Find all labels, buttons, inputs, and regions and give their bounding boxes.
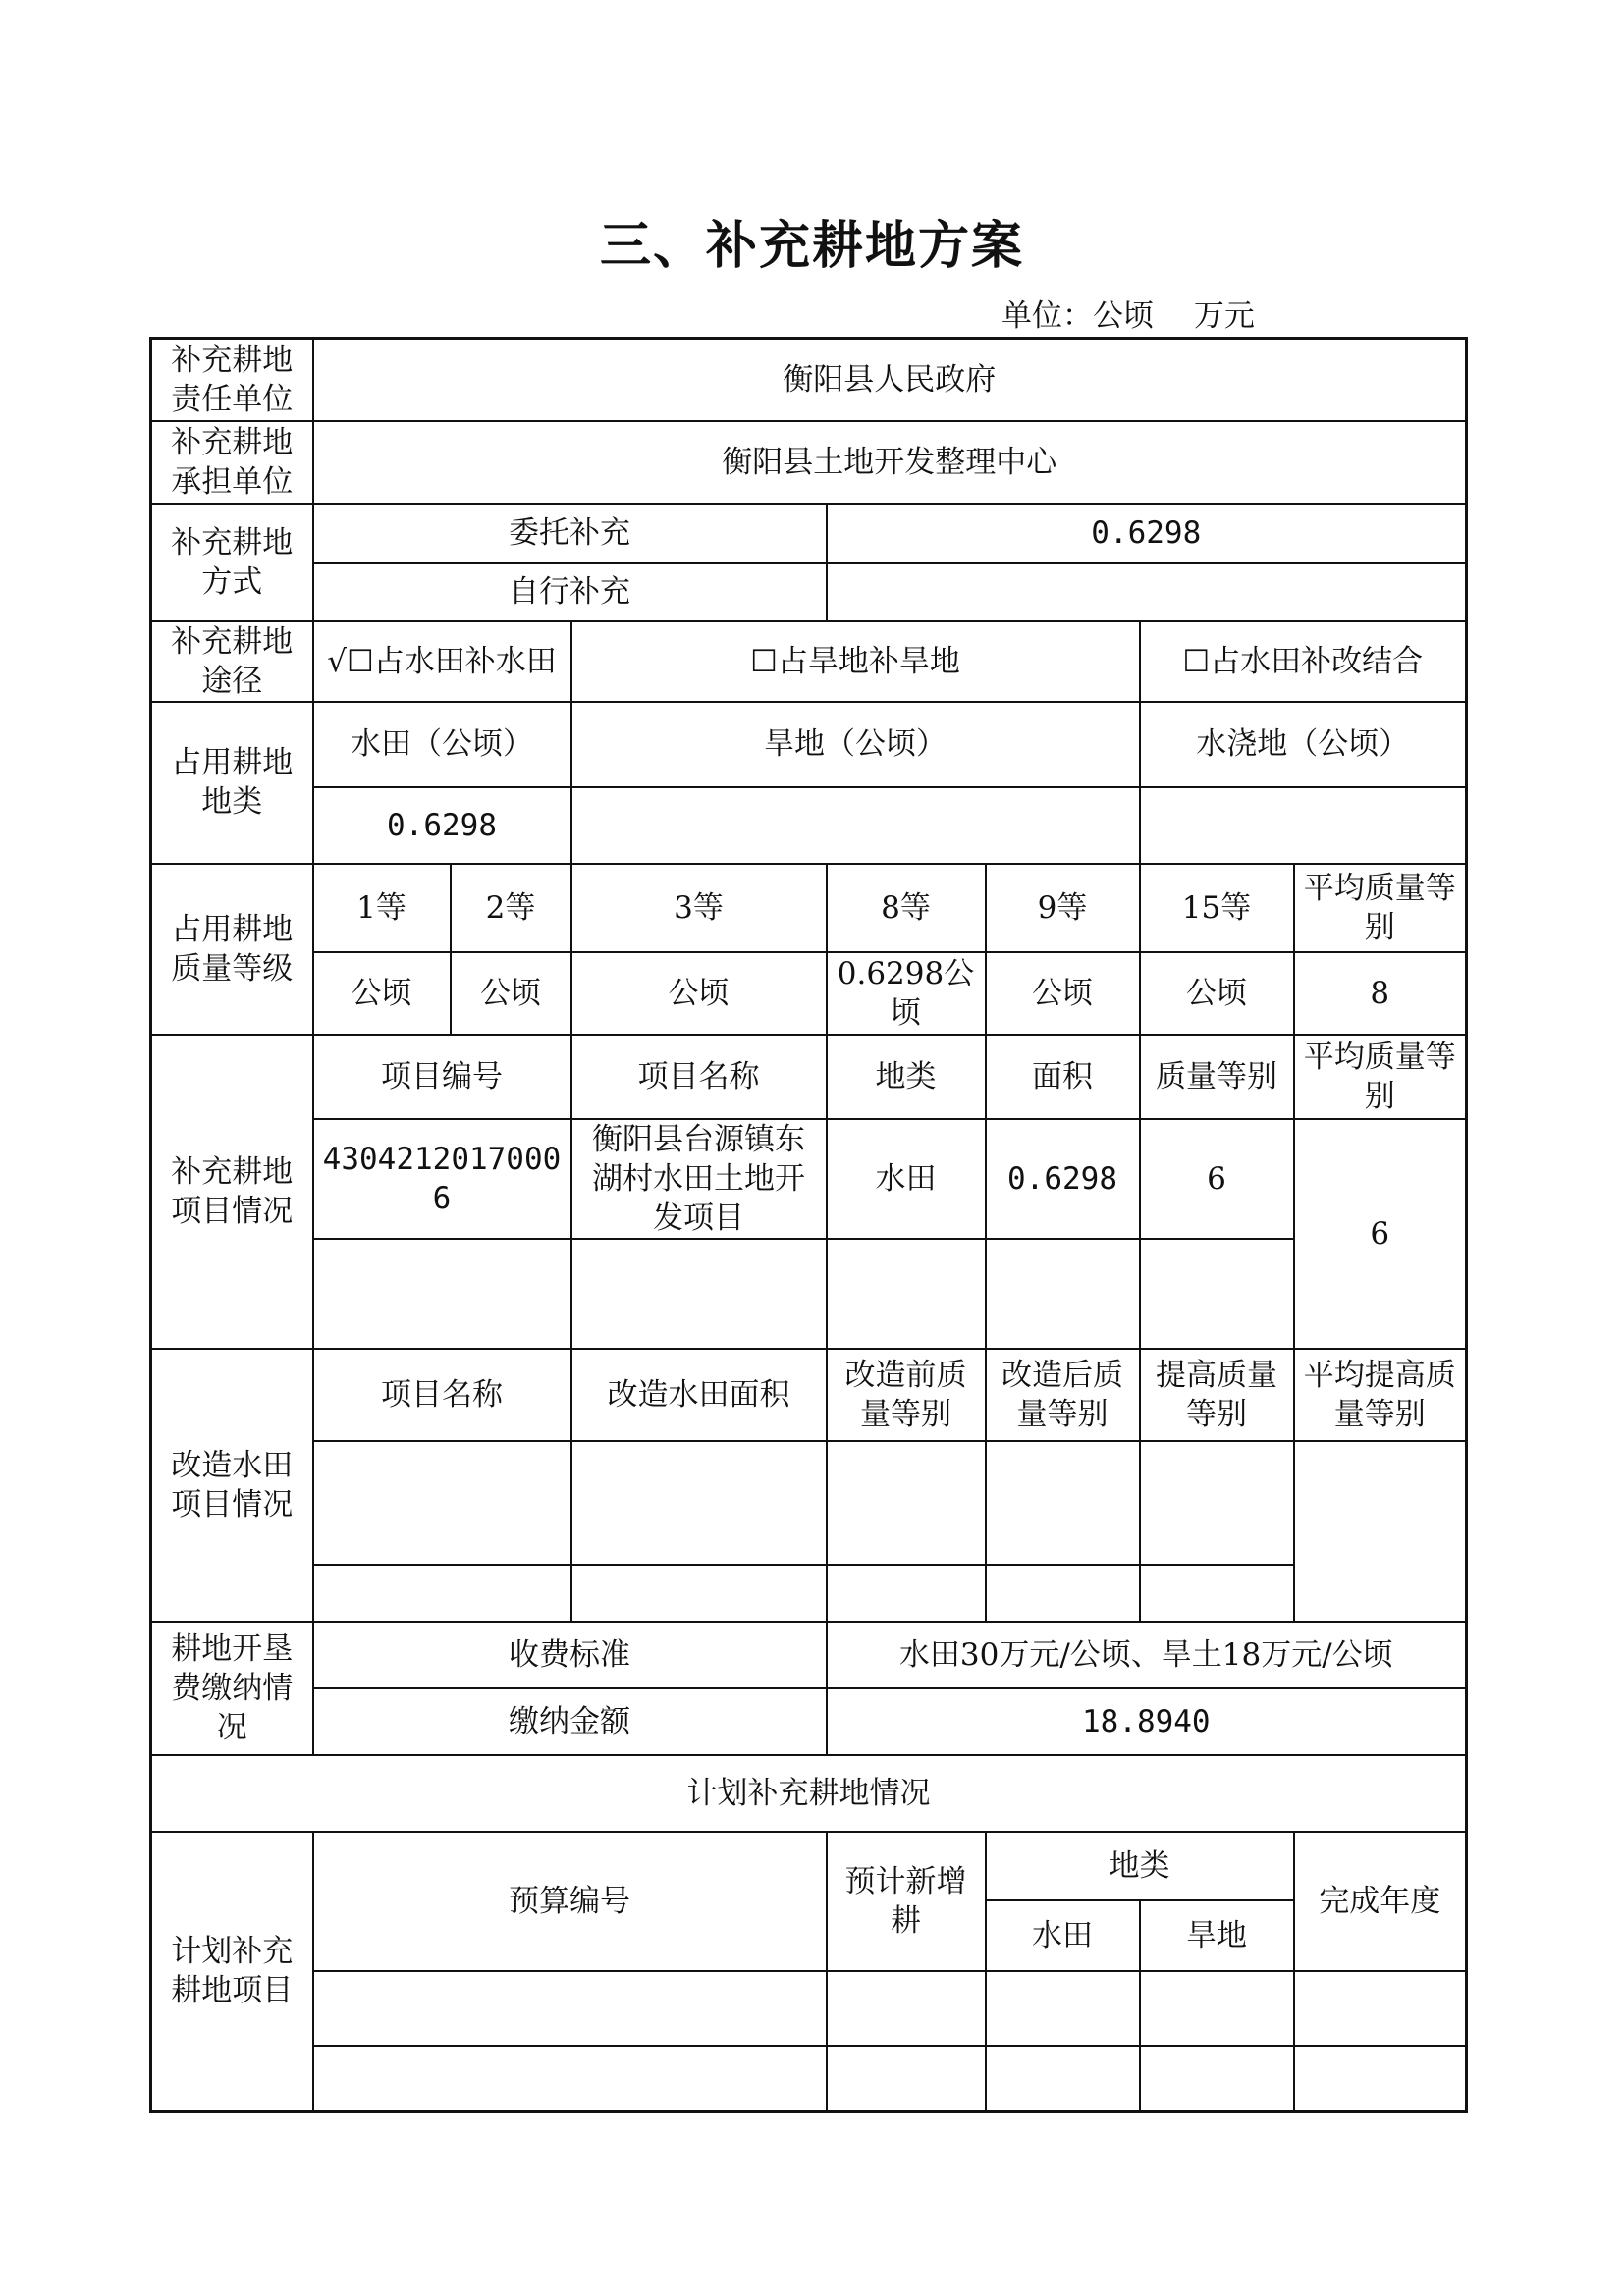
project-empty-cell <box>313 1239 571 1349</box>
undertaking-value: 衡阳县土地开发整理中心 <box>313 421 1467 504</box>
plan-empty-cell <box>986 2046 1140 2112</box>
plan-empty-cell <box>986 1971 1140 2046</box>
unit-note: 单位：公顷 万元 <box>1001 298 1255 334</box>
method-self-label: 自行补充 <box>313 563 827 621</box>
grade-value: 公顷 <box>451 952 571 1035</box>
project-type: 水田 <box>827 1119 986 1239</box>
method-entrusted-value: 0.6298 <box>827 504 1467 563</box>
project-header: 平均质量等别 <box>1294 1035 1467 1119</box>
occupied-paddy-header: 水田（公顷） <box>313 702 571 787</box>
renovation-empty-cell <box>986 1441 1140 1565</box>
grade-value: 8 <box>1294 952 1467 1035</box>
grade-header: 3等 <box>571 864 827 952</box>
project-header: 面积 <box>986 1035 1140 1119</box>
occupied-paddy-value: 0.6298 <box>313 787 571 864</box>
grade-header: 15等 <box>1140 864 1294 952</box>
grade-header: 2等 <box>451 864 571 952</box>
occupied-types-label: 占用耕地地类 <box>151 702 313 864</box>
grade-value: 公顷 <box>986 952 1140 1035</box>
grade-header: 9等 <box>986 864 1140 952</box>
plan-empty-cell <box>1294 1971 1467 2046</box>
method-label: 补充耕地方式 <box>151 504 313 621</box>
plan-paddy-header: 水田 <box>986 1900 1140 1971</box>
project-id: 43042120170006 <box>313 1119 571 1239</box>
plan-budget-header: 预算编号 <box>313 1832 827 1971</box>
plan-empty-cell <box>827 2046 986 2112</box>
plan-empty-cell <box>313 1971 827 2046</box>
renovation-empty-cell <box>1294 1441 1467 1622</box>
plan-year-header: 完成年度 <box>1294 1832 1467 1971</box>
project-avg-grade: 6 <box>1294 1119 1467 1349</box>
plan-label: 计划补充耕地项目 <box>151 1832 313 2112</box>
plan-empty-cell <box>313 2046 827 2112</box>
grade-header: 8等 <box>827 864 986 952</box>
project-header: 地类 <box>827 1035 986 1119</box>
renovation-empty-cell <box>313 1441 571 1565</box>
renovation-header: 平均提高质量等别 <box>1294 1349 1467 1441</box>
grade-header: 1等 <box>313 864 451 952</box>
occupied-dry-header: 旱地（公顷） <box>571 702 1140 787</box>
fee-label: 耕地开垦费缴纳情况 <box>151 1622 313 1755</box>
renovation-empty-cell <box>1140 1441 1294 1565</box>
plan-estimate-header: 预计新增耕 <box>827 1832 986 1971</box>
page-title: 三、补充耕地方案 <box>599 216 1024 276</box>
method-entrusted-label: 委托补充 <box>313 504 827 563</box>
approach-option-combined: ☐占水田补改结合 <box>1140 621 1467 702</box>
method-self-value <box>827 563 1467 621</box>
renovation-empty-cell <box>1140 1565 1294 1622</box>
renovation-empty-cell <box>313 1565 571 1622</box>
grade-value: 公顷 <box>313 952 451 1035</box>
approach-label: 补充耕地途径 <box>151 621 313 702</box>
renovation-empty-cell <box>827 1565 986 1622</box>
plan-empty-cell <box>1140 1971 1294 2046</box>
project-label: 补充耕地项目情况 <box>151 1035 313 1349</box>
fee-standard-value: 水田30万元/公顷、旱土18万元/公顷 <box>827 1622 1467 1688</box>
renovation-header: 项目名称 <box>313 1349 571 1441</box>
project-header: 质量等别 <box>1140 1035 1294 1119</box>
occupied-irrigated-header: 水浇地（公顷） <box>1140 702 1467 787</box>
project-empty-cell <box>986 1239 1140 1349</box>
approach-option-dry: ☐占旱地补旱地 <box>571 621 1140 702</box>
occupied-irrigated-value <box>1140 787 1467 864</box>
project-grade: 6 <box>1140 1119 1294 1239</box>
project-header: 项目编号 <box>313 1035 571 1119</box>
fee-amount-label: 缴纳金额 <box>313 1688 827 1755</box>
fee-amount-value: 18.8940 <box>827 1688 1467 1755</box>
renovation-header: 改造水田面积 <box>571 1349 827 1441</box>
renovation-empty-cell <box>571 1565 827 1622</box>
project-name: 衡阳县台源镇东湖村水田土地开发项目 <box>571 1119 827 1239</box>
project-area: 0.6298 <box>986 1119 1140 1239</box>
plan-section-title: 计划补充耕地情况 <box>151 1755 1467 1832</box>
fee-standard-label: 收费标准 <box>313 1622 827 1688</box>
occupied-dry-value <box>571 787 1140 864</box>
grade-value: 公顷 <box>1140 952 1294 1035</box>
undertaking-label: 补充耕地承担单位 <box>151 421 313 504</box>
grade-header: 平均质量等别 <box>1294 864 1467 952</box>
renovation-empty-cell <box>571 1441 827 1565</box>
renovation-header: 改造前质量等别 <box>827 1349 986 1441</box>
renovation-empty-cell <box>986 1565 1140 1622</box>
grade-value: 0.6298公顷 <box>827 952 986 1035</box>
grade-value: 公顷 <box>571 952 827 1035</box>
renovation-label: 改造水田项目情况 <box>151 1349 313 1622</box>
plan-land-type-header: 地类 <box>986 1832 1294 1900</box>
plan-empty-cell <box>827 1971 986 2046</box>
responsible-label: 补充耕地责任单位 <box>151 339 313 421</box>
project-empty-cell <box>571 1239 827 1349</box>
project-empty-cell <box>1140 1239 1294 1349</box>
responsible-value: 衡阳县人民政府 <box>313 339 1467 421</box>
project-header: 项目名称 <box>571 1035 827 1119</box>
quality-grades-label: 占用耕地质量等级 <box>151 864 313 1035</box>
renovation-header: 改造后质量等别 <box>986 1349 1140 1441</box>
plan-empty-cell <box>1140 2046 1294 2112</box>
plan-dry-header: 旱地 <box>1140 1900 1294 1971</box>
project-empty-cell <box>827 1239 986 1349</box>
approach-option-paddy: √☐占水田补水田 <box>313 621 571 702</box>
supplement-plan-table <box>149 337 1468 2113</box>
plan-empty-cell <box>1294 2046 1467 2112</box>
renovation-header: 提高质量等别 <box>1140 1349 1294 1441</box>
renovation-empty-cell <box>827 1441 986 1565</box>
